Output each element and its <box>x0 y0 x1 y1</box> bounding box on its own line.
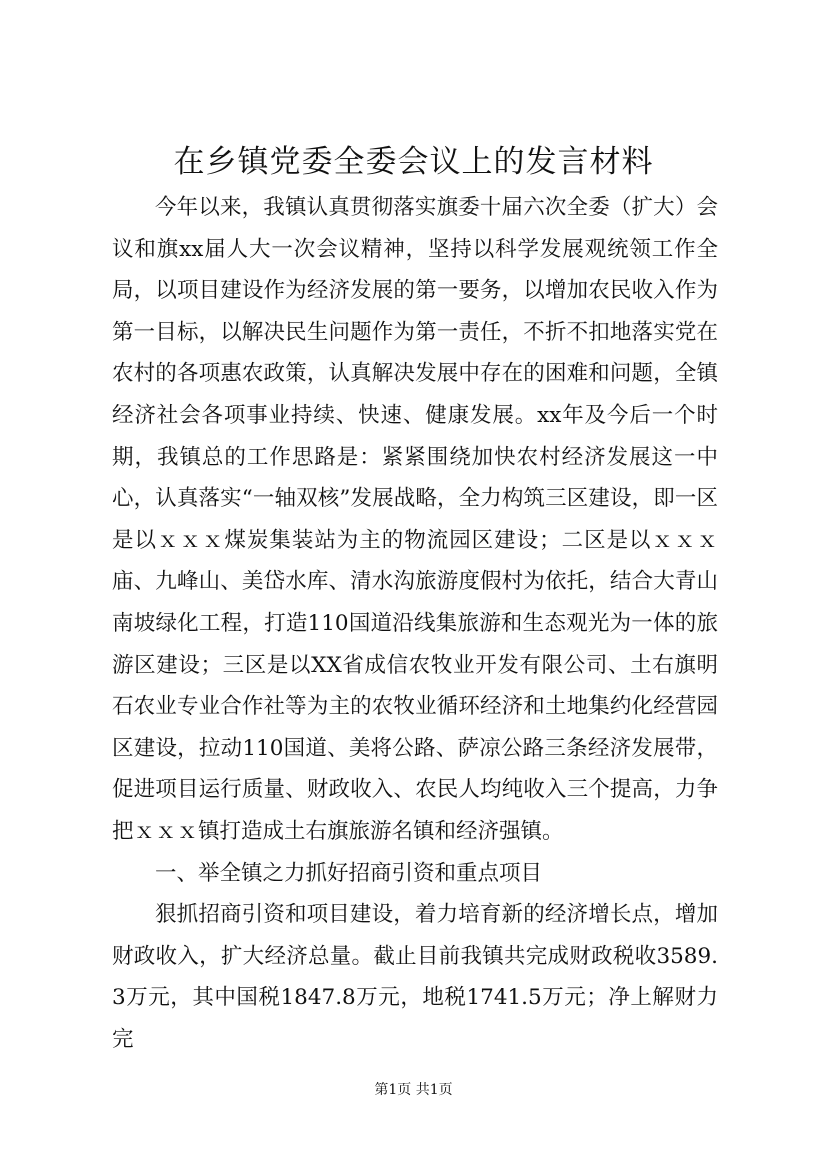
section-heading: 一、举全镇之力抓好招商引资和重点项目 <box>155 860 543 886</box>
paragraph-investment: 狠抓招商引资和项目建设，着力培育新的经济增长点，增加财政收入，扩大经济总量。截止目前我镇共完成财政税收3589.3万元，其中国税1847.8万元，地税1741.5万元；净上解财力完 <box>112 902 718 1052</box>
document-title: 在乡镇党委全委会议上的发言材料 <box>173 144 654 180</box>
document-body <box>112 187 718 1060</box>
paragraph-intro: 今年以来，我镇认真贯彻落实旗委十届六次全委（扩大）会议和旗xx届人大一次会议精神，坚持以科学发展观统领工作全局，以项目建设作为经济发展的第一要务，以增加农民收入作为第一目标，以解决民生问题作为第一责任，不折不扣地落实党在农村的各项惠农政策，认真解决发展中存在的困难和问题，全镇经济社会各项事业持续、快速、健康发展。xx年及今后一个时期，我镇总的工作思路是：紧紧围绕加快农村经济发展这一中心，认真落实“一轴双核”发展战略，全力构筑三区建设，即一区是以ｘｘｘ煤炭集装站为主的物流园区建设；二区是以ｘｘｘ庙、九峰山、美岱水库、清水沟旅游度假村为依托，结合大青山南坡绿化工程，打造110国道沿线集旅游和生态观光为一体的旅游区建设；三区是以XX省成信农牧业开发有限公司、土右旗明石农业专业合作社等为主的农牧业循环经济和土地集约化经营园区建设，拉动110国道、美将公路、萨凉公路三条经济发展带，促进项目运行质量、财政收入、农民人均纯收入三个提高，力争把ｘｘｘ镇打造成土右旗旅游名镇和经济强镇。 <box>112 195 718 844</box>
page-footer: 第1页 共1页 <box>374 1082 453 1098</box>
